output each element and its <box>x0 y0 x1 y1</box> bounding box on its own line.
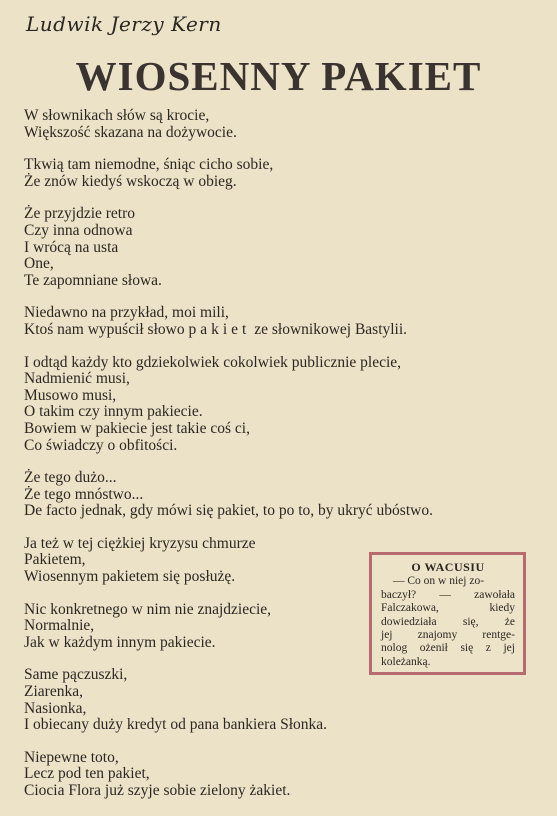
poem-line: Ciocia Flora już szyje sobie zielony żakiet. <box>24 782 291 799</box>
poem-line: Ziarenka, <box>24 683 83 701</box>
sidebar-line: nolog ożenił się z jej <box>381 642 515 655</box>
poem-line: Ktoś nam wypuścił słowo pakiet ze słownikowej Bastylii. <box>24 320 408 338</box>
poem-line: Lecz pod ten pakiet, <box>24 765 150 783</box>
stanza <box>24 206 554 289</box>
stanza <box>24 305 554 338</box>
poem-line: Że przyjdzie retro <box>24 205 136 223</box>
poem-line: O takim czy innym pakiecie. <box>24 403 203 421</box>
poem-line: Większość skazana na dożywocie. <box>24 123 237 141</box>
stanza <box>24 157 554 190</box>
poem-line: Normalnie, <box>24 617 95 635</box>
poem-line: Pakietem, <box>24 551 86 569</box>
sidebar-title: O WACUSIU <box>411 560 485 574</box>
poem-line: Że tego mnóstwo... <box>24 485 144 503</box>
poem-line: I odtąd każdy kto gdziekolwiek cokolwiek publicznie plecie, <box>24 353 402 371</box>
poem-line: Nasionka, <box>24 699 87 717</box>
poem-line: Bowiem w pakiecie jest takie coś ci, <box>24 419 250 437</box>
sidebar-text <box>381 575 515 669</box>
poem-line: One, <box>24 255 54 273</box>
poem-line: Ja też w tej ciężkiej kryzysu chmurze <box>24 534 256 552</box>
poem-line: I wrócą na usta <box>24 238 119 256</box>
emphasized-word: pakiet <box>188 320 251 338</box>
stanza <box>24 667 554 733</box>
poem-line: Jak w każdym innym pakiecie. <box>24 633 216 651</box>
sidebar-line: Falczakowa, kiedy <box>381 602 515 615</box>
poem-line: Czy inna odnowa <box>24 221 133 239</box>
sidebar-line: baczył? — zawołała <box>381 588 515 601</box>
sidebar-line: — Co on w niej zo- <box>393 575 485 588</box>
stanza <box>24 750 554 800</box>
poem-line: Nic konkretnego w nim nie znajdziecie, <box>24 600 272 618</box>
author-name: Ludwik Jerzy Kern <box>26 12 222 36</box>
sidebar-line: jej znajomy rentge- <box>381 629 515 642</box>
stanza <box>24 108 554 141</box>
poem-line: Niedawno na przykład, moi mili, <box>24 304 229 322</box>
poem-line: Wiosennym pakietem się posłużę. <box>24 568 236 586</box>
poem-line: Nadmienić musi, <box>24 370 130 388</box>
poem-line: Tkwią tam niemodne, śniąc cicho sobie, <box>24 156 274 174</box>
poem-line: Co świadczy o obfitości. <box>24 436 178 454</box>
poem-line: I obiecany duży kredyt od pana bankiera Słonka. <box>24 716 328 734</box>
poem-line: Same pączuszki, <box>24 666 128 684</box>
poem-line: De facto jednak, gdy mówi się pakiet, to po to, by ukryć ubóstwo. <box>24 502 433 520</box>
stanza <box>24 355 554 455</box>
poem-line: Że znów kiedyś wskoczą w obieg. <box>24 172 237 190</box>
poem-line: Niepewne toto, <box>24 748 119 766</box>
poem-line: Musowo musi, <box>24 386 117 404</box>
stanza <box>24 470 554 520</box>
sidebar-line: dowiedziała się, że <box>381 615 515 628</box>
poem-line: Że tego dużo... <box>24 469 117 487</box>
sidebar-box <box>369 552 526 675</box>
poem-body <box>24 108 554 816</box>
poem-title: WIOSENNY PAKIET <box>75 53 482 99</box>
sidebar-line: koleżanką. <box>381 655 431 668</box>
poem-line: Te zapomniane słowa. <box>24 271 162 289</box>
poem-line: W słownikach słów są krocie, <box>24 107 210 124</box>
